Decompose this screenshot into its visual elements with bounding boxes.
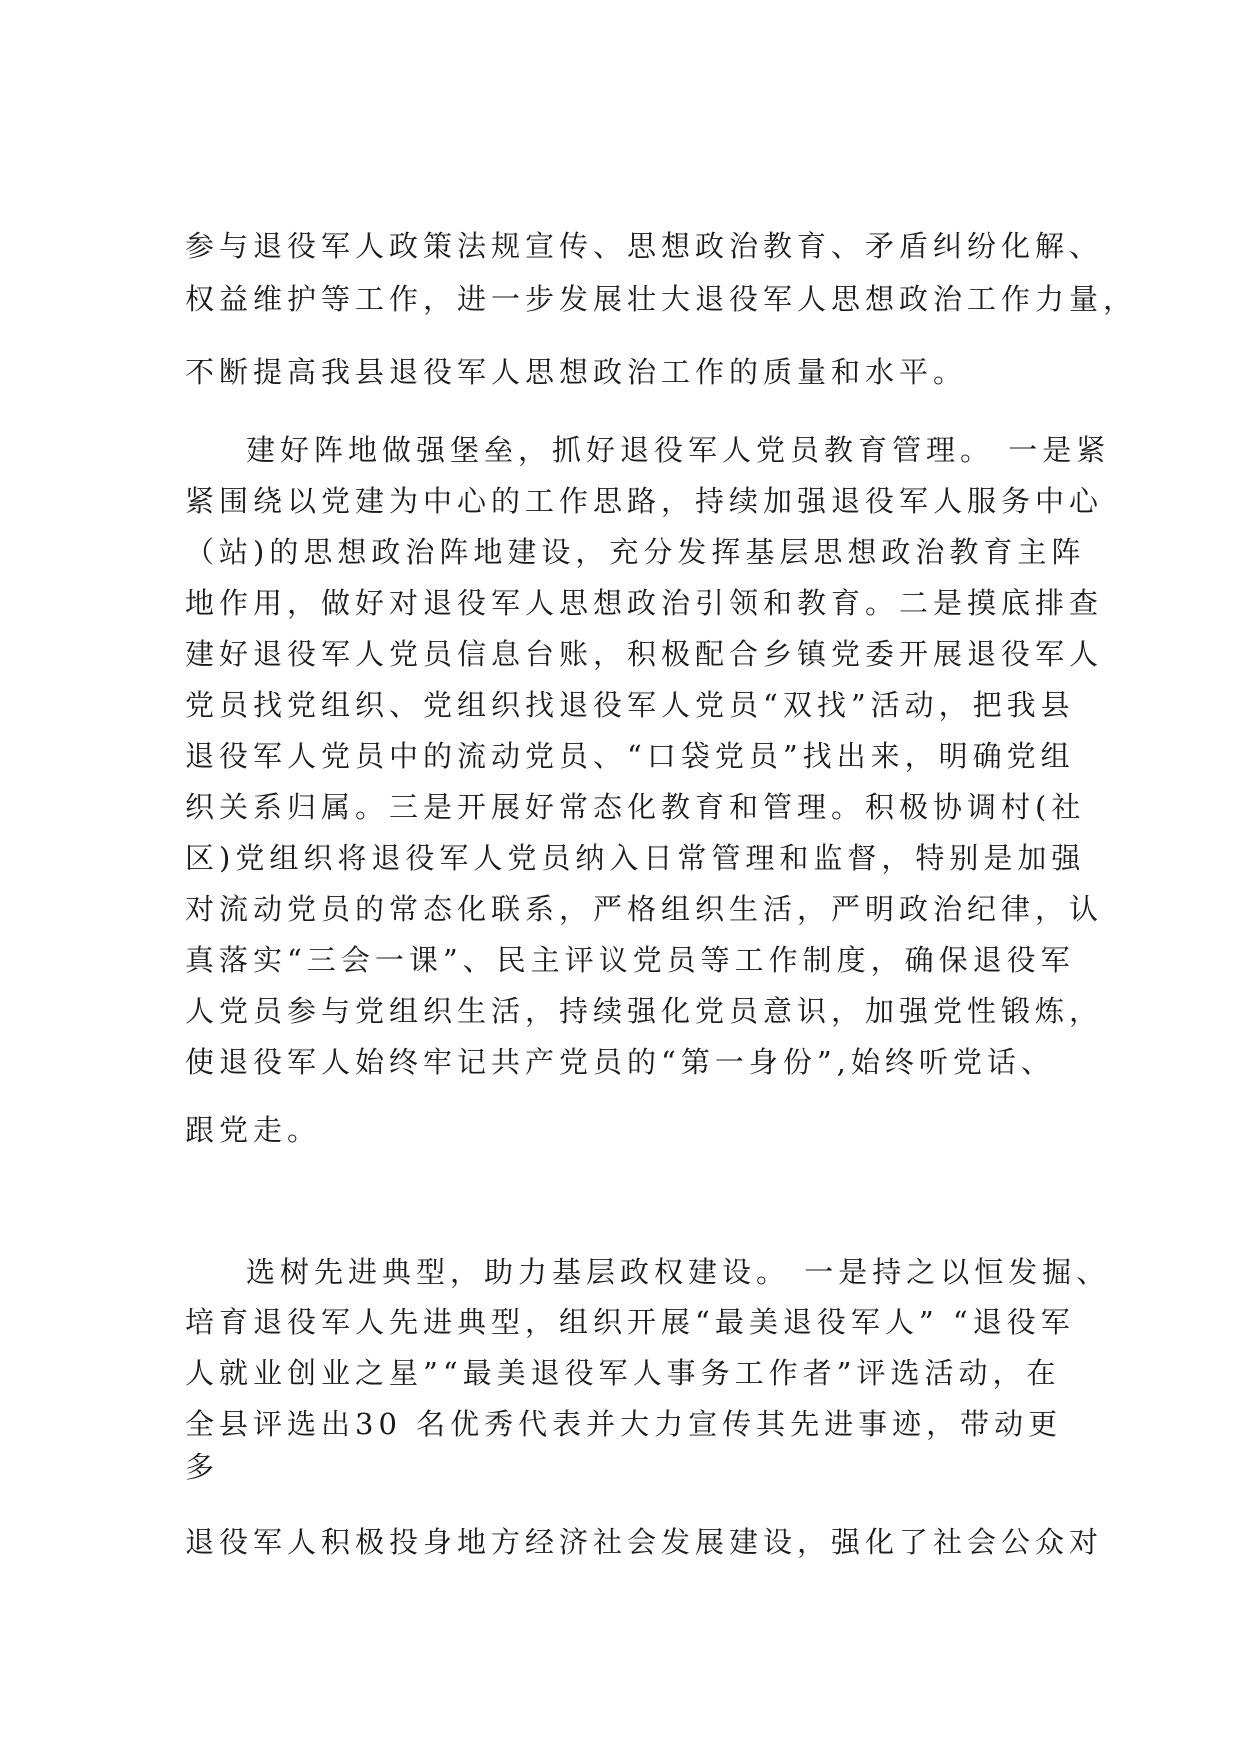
text-line: 织关系归属。三是开展好常态化教育和管理。积极协调村(社 xyxy=(185,790,1086,824)
text-line: 人党员参与党组织生活，持续强化党员意识，加强党性锻炼， xyxy=(185,994,1104,1028)
text-line: 紧围绕以党建为中心的工作思路，持续加强退役军人服务中心 xyxy=(185,484,1104,518)
text-line: 权益维护等工作，进一步发展壮大退役军人思想政治工作力量， xyxy=(185,282,1138,316)
text-line: 党员找党组织、党组织找退役军人党员“双找”活动，把我县 xyxy=(185,688,1075,722)
paragraph-heading: 建好阵地做强堡垒，抓好退役军人党员教育管理。 一是紧 xyxy=(246,433,1111,467)
text-line: 退役军人党员中的流动党员、“口袋党员”找出来，明确党组 xyxy=(185,739,1075,773)
text-line: （站)的思想政治阵地建设，充分发挥基层思想政治教育主阵 xyxy=(185,535,1086,569)
text-line: 地作用，做好对退役军人思想政治引领和教育。二是摸底排查 xyxy=(185,586,1104,620)
text-line: 建好退役军人党员信息台账，积极配合乡镇党委开展退役军人 xyxy=(185,637,1104,671)
text-line: 不断提高我县退役军人思想政治工作的质量和水平。 xyxy=(185,355,968,389)
text-line: 区)党组织将退役军人党员纳入日常管理和监督，特别是加强 xyxy=(185,841,1086,875)
text-line: 培育退役军人先进典型，组织开展“最美退役军人” “退役军 xyxy=(185,1305,1075,1339)
text-line: 对流动党员的常态化联系，严格组织生活，严明政治纪律，认 xyxy=(185,892,1104,926)
text-line: 参与退役军人政策法规宣传、思想政治教育、矛盾纠纷化解、 xyxy=(185,229,1104,263)
text-line: 跟党走。 xyxy=(185,1113,322,1147)
text-line: 使退役军人始终牢记共产党员的“第一身份”,始终听党话、 xyxy=(185,1045,1055,1079)
text-line: 退役军人积极投身地方经济社会发展建设，强化了社会公众对 xyxy=(185,1525,1104,1559)
text-line: 人就业创业之星”“最美退役军人事务工作者”评选活动，在 xyxy=(185,1356,1061,1390)
paragraph-heading: 选树先进典型，助力基层政权建设。 一是持之以恒发掘、 xyxy=(246,1255,1111,1289)
text-line: 真落实“三会一课”、民主评议党员等工作制度，确保退役军 xyxy=(185,943,1075,977)
text-line: 多 xyxy=(185,1450,220,1484)
text-line: 全县评选出30 名优秀代表并大力宣传其先进事迹，带动更 xyxy=(185,1407,1063,1441)
